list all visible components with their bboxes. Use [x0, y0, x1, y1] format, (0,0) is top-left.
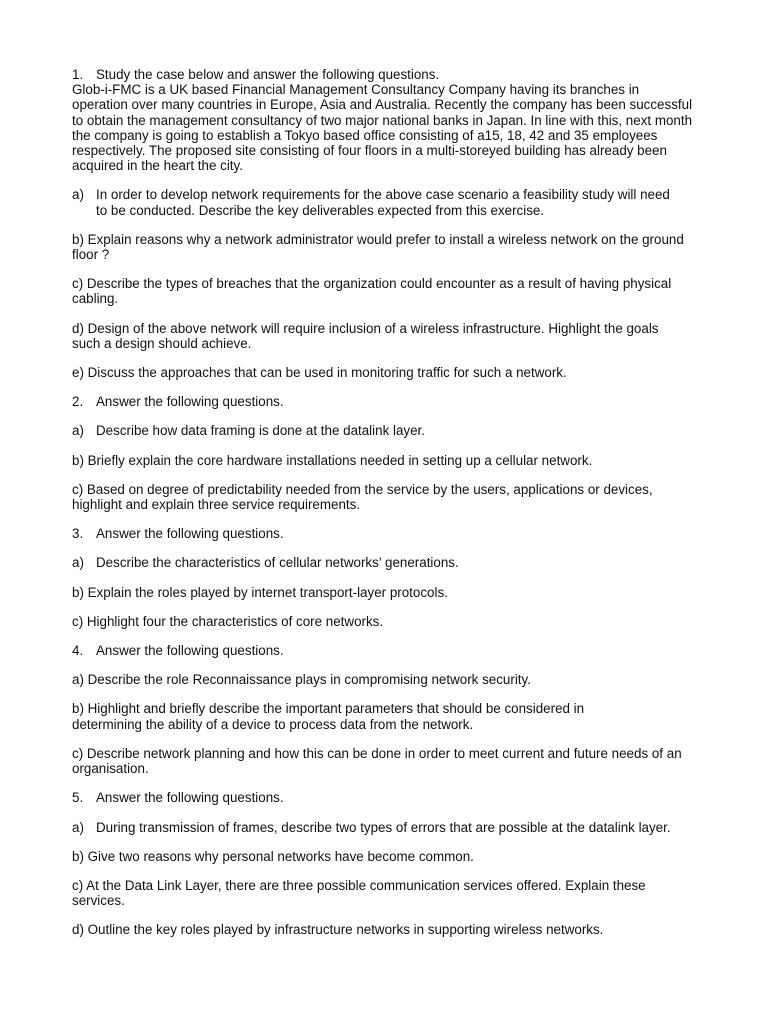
q2c: c) Based on degree of predictability needed from the service by the users, applications or devices, highlight and explain three service requirements. — [72, 481, 653, 513]
q5c: c) At the Data Link Layer, there are three possible communication services offered. Explain these services. — [72, 877, 646, 909]
q1-case-text: Glob-i-FMC is a UK based Financial Management Consultancy Company having its branches in operation over many countries in Europe, Asia and Australia. Recently the company has been successful to obtain the management consultancy of two major national banks in Japan. In line with this, next month the company is going to establish a Tokyo based office consisting of a15, 18, 42 and 35 employees respectively. The proposed site consisting of four floors in a multi-storeyed building has already been acquired in the heart the city. — [72, 82, 693, 174]
q1d: d) Design of the above network will require inclusion of a wireless infrastructure. Highlight the goals such a design should achieve. — [72, 320, 659, 351]
q1a — [72, 187, 684, 217]
q2a — [72, 423, 672, 438]
q1a-text: In order to develop network requirements for the above case scenario a feasibility study will need to be conducted. Describe the key deliverables expected from this exercise. — [96, 187, 670, 218]
q2-heading — [72, 394, 672, 409]
q1-number: 1. — [72, 67, 84, 82]
q4-heading-text: Answer the following questions. — [96, 643, 284, 659]
q3c: c) Highlight four the characteristics of core networks. — [72, 613, 384, 629]
q5a-label: a) — [72, 819, 84, 835]
q5-heading-text: Answer the following questions. — [96, 790, 284, 806]
q3-number: 3. — [72, 526, 84, 542]
q2-heading-text: Answer the following questions. — [96, 394, 284, 410]
q2a-text: Describe how data framing is done at the datalink layer. — [96, 423, 425, 439]
q1a-label: a) — [72, 187, 84, 203]
q2-number: 2. — [72, 394, 84, 410]
q3a-text: Describe the characteristics of cellular networks’ generations. — [96, 555, 459, 571]
q5b: b) Give two reasons why personal networks have become common. — [72, 848, 474, 864]
q3b: b) Explain the roles played by internet transport-layer protocols. — [72, 584, 448, 600]
q4c: c) Describe network planning and how this can be done in order to meet current and future needs of an organisation. — [72, 745, 682, 777]
q1b: b) Explain reasons why a network administrator would prefer to install a wireless network on the ground floor ? — [72, 231, 684, 263]
q2a-label: a) — [72, 423, 84, 439]
q1-heading-text: Study the case below and answer the following questions. — [96, 67, 440, 82]
q1c: c) Describe the types of breaches that the organization could encounter as a result of having physical cabling. — [72, 276, 672, 307]
q1e: e) Discuss the approaches that can be used in monitoring traffic for such a network. — [72, 365, 567, 381]
q3-heading — [72, 526, 672, 541]
q4-number: 4. — [72, 643, 84, 659]
q4a: a) Describe the role Reconnaissance plays in compromising network security. — [72, 672, 531, 688]
q3a — [72, 555, 672, 570]
q5-number: 5. — [72, 790, 84, 806]
q4-heading — [72, 643, 672, 658]
q5d: d) Outline the key roles played by infrastructure networks in supporting wireless networks. — [72, 922, 604, 938]
q5a-text: During transmission of frames, describe two types of errors that are possible at the datalink layer. — [96, 819, 671, 835]
q3-heading-text: Answer the following questions. — [96, 526, 284, 542]
document-page — [72, 67, 696, 938]
q4b: b) Highlight and briefly describe the important parameters that should be considered in determining the ability of a device to process data from the network. — [72, 701, 585, 732]
q5a — [72, 820, 682, 835]
q5-heading — [72, 790, 672, 805]
q2b: b) Briefly explain the core hardware installations needed in setting up a cellular network. — [72, 452, 593, 468]
q1-heading — [72, 67, 492, 82]
q3a-label: a) — [72, 555, 84, 571]
